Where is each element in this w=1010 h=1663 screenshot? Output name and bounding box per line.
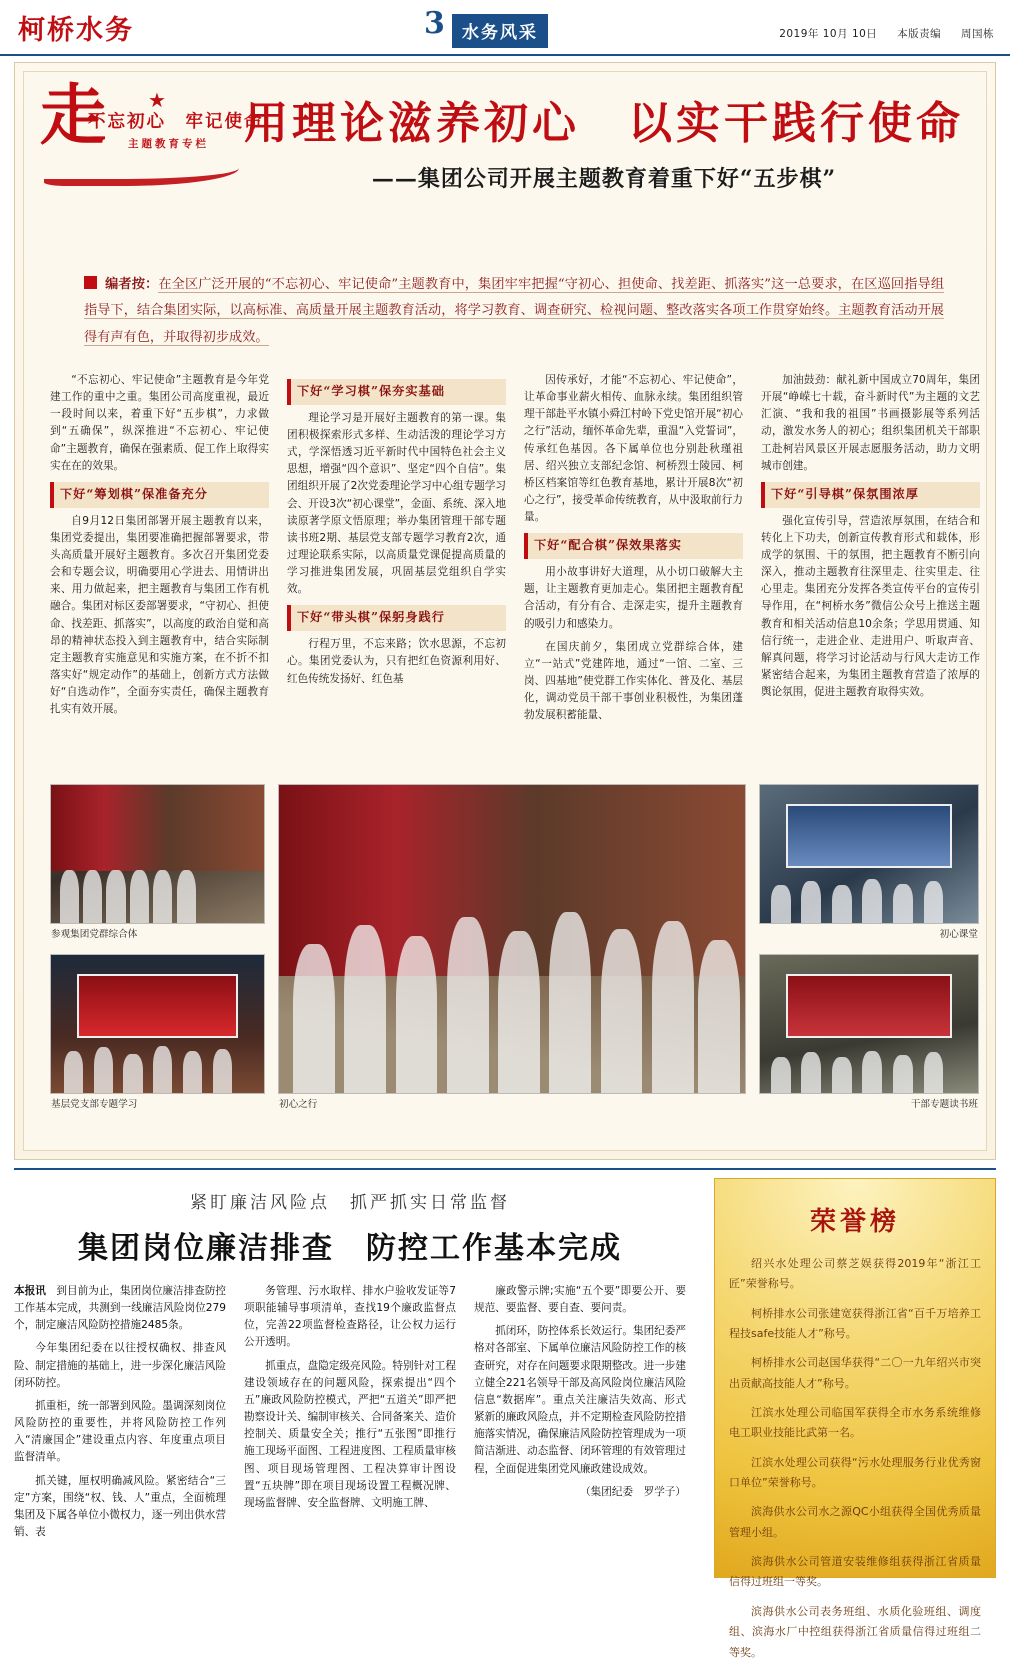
honor-roll-list <box>729 1254 981 1663</box>
photo-cadre-reading <box>759 954 979 1110</box>
photo-figures <box>51 1017 264 1093</box>
list-item: 江滨水处理公司获得“污水处理服务行业优秀窗口单位”荣誉称号。 <box>729 1455 981 1490</box>
feature-headline: 用理论滋养初心 以实干践行使命 <box>244 98 964 149</box>
paragraph: 加油鼓劲：献礼新中国成立70周年，集团开展“峥嵘七十载，奋斗新时代”为主题的文艺汇演、“我和我的祖国”书画摄影展等系列活动，激发水务人的初心；组织集团机关干部职工赴柯岩风景区开展志愿服务活动，助力文明城市创建。 <box>761 374 980 472</box>
list-item: 柯桥排水公司赵国华获得“二〇一九年绍兴市突出贡献高技能人才”称号。 <box>729 1356 981 1390</box>
square-bullet-icon <box>84 276 97 289</box>
subhead-coordination: 下好“配合棋”保效果落实 <box>524 533 743 559</box>
photo-gallery <box>50 784 980 1124</box>
editor-name: 周国栋 <box>961 28 994 40</box>
photo-initial-class <box>759 784 979 940</box>
paragraph-text: 到目前为止，集团岗位廉洁排查防控工作基本完成，共测到一线廉洁风险岗位279个，制定廉洁风险防控措施2485条。 <box>14 1285 227 1332</box>
secondary-column-2 <box>244 1283 456 1547</box>
feature-column-1 <box>50 372 269 772</box>
paragraph: 行程万里，不忘来路；饮水思源，不忘初心。集团党委认为，只有把红色资源利用好、红色传统发扬好、红色基 <box>287 638 506 685</box>
theme-emblem <box>40 76 264 192</box>
list-item: 滨海供水公司水之源QC小组获得全国优秀质量管理小组。 <box>729 1505 981 1539</box>
list-item: 绍兴水处理公司蔡芝娱获得2019年“浙江工匠”荣誉称号。 <box>729 1257 981 1291</box>
page-number: 3 <box>424 6 445 41</box>
emblem-swoosh-icon <box>44 156 239 186</box>
paragraph: 廉政警示牌;实施“五个要”即要公开、要规范、要监督、要自查、要问责。 <box>474 1285 686 1315</box>
photo-party-complex <box>50 784 265 940</box>
feature-column-3 <box>524 372 743 772</box>
photo-caption: 初心之行 <box>279 1099 318 1110</box>
section-tag: 水务风采 <box>452 14 548 48</box>
photo-initial-journey <box>278 784 746 1110</box>
secondary-kicker: 紧盯廉洁风险点 抓严抓实日常监督 <box>190 1193 510 1213</box>
list-item: 柯桥排水公司张建宽获得浙江省“百千万培养工程技safe技能人才”称号。 <box>729 1306 981 1341</box>
paragraph: 抓关键，厘权明确减风险。紧密结合“三定”方案，围绕“权、钱、人”重点，全面梳理集团及下属各单位小微权力，逐一列出供水营销、表 <box>14 1474 226 1539</box>
honor-roll-title: 荣誉榜 <box>809 1207 900 1237</box>
secondary-headline: 集团岗位廉洁排查 防控工作基本完成 <box>78 1231 622 1266</box>
paragraph: 自9月12日集团部署开展主题教育以来，集团党委提出，集团要准确把握部署要求，带头高质量开展好主题教育。多次召开集团党委会和专题会议，明确要用心学进去、用情讲出来、用力做起来，把主题教育与集团工作有机融合。集团对标区委部署要求，“守初心、担使命、找差距、抓落实”，以高度的政治自觉和高昂的精神状态投入到主题教育中，结合实际制定主题教育实施意见和实施方案，在不折不扣落实好“规定动作”的基础上，创新方式方法做好“自选动作”，全面夯实责任，确保主题教育扎实有效开展。 <box>50 514 269 716</box>
masthead <box>0 0 1010 56</box>
subhead-planning: 下好“筹划棋”保准备充分 <box>50 482 269 508</box>
paragraph: 务管理、污水取样、排水户验收发证等7项职能辅导事项清单，查找19个廉政监督点位，完善22项监督检查路径，让公权力运行公开透明。 <box>244 1285 456 1349</box>
subhead-guidance: 下好“引导棋”保氛围浓厚 <box>761 482 980 508</box>
editor-note <box>84 272 944 351</box>
secondary-article <box>14 1178 686 1590</box>
editor-label: 本版责编 <box>897 28 942 40</box>
paragraph: 强化宣传引导，营造浓厚氛围，在结合和转化上下功夫，创新宣传教育形式和载体，形成学的氛围、干的氛围，把主题教育不断引向深入，推动主题教育往深里走、往实里走、往心里走。集团充分发挥各类宣传平台的宣传引导作用，在“柯桥水务”微信公众号上推送主题教育和相关活动信息10余条；学思用贯通、知信行统一，走进企业、走进用户、听取声音、解真问题，将学习讨论活动与行风大走访工作紧密结合起来，为集团主题教育营造了浓厚的舆论氛围，促进主题教育取得实效。 <box>761 514 980 699</box>
feature-column-2 <box>287 372 506 772</box>
dateline-label: 本报讯 <box>14 1285 46 1297</box>
secondary-article-area <box>14 1178 996 1659</box>
paragraph: “不忘初心、牢记使命”主题教育是今年党建工作的重中之重。集团公司高度重视，最近一段时间以来，着重下好“五步棋”，力求做到“五确保”，纵深推进“不忘初心、牢记使命”主题教育，确保在强素质、促工作上取得实实在在的效果。 <box>50 374 269 472</box>
feature-subheadline: ——集团公司开展主题教育着重下好“五步棋” <box>371 166 837 192</box>
photo-figures <box>760 1017 978 1093</box>
photo-figures <box>279 902 745 1093</box>
brush-stroke-icon: 走 <box>40 76 106 154</box>
emblem-column-label: 主题教育专栏 <box>128 138 209 150</box>
honor-roll-box <box>714 1178 996 1659</box>
paragraph: 因传承好，才能“不忘初心、牢记使命”，让革命事业薪火相传、血脉永续。集团组织管理干部赴平水镇小舜江村岭下党史馆开展“初心之行”活动，缅怀革命先辈，重温“入党誓词”，传承红色基因。各下属单位也分别赴秋瑾祖居、绍兴独立支部纪念馆、柯桥烈士陵园、柯桥区档案馆等红色教育基地，累计开展8次“初心之行”，接受革命传统教育，从中汲取前行力量。 <box>524 374 743 524</box>
paragraph: 用小故事讲好大道理，从小切口破解大主题，让主题教育更加走心。集团把主题教育配合活动，有分有合、走深走实，提升主题教育的吸引力和感染力。 <box>524 566 743 630</box>
subhead-study: 下好“学习棋”保夯实基础 <box>287 379 506 405</box>
feature-body-columns <box>50 372 980 772</box>
photo-caption: 基层党支部专题学习 <box>51 1099 138 1110</box>
party-star-icon: ★ <box>148 88 166 112</box>
publication-logo: 柯桥水务 <box>18 15 134 46</box>
secondary-column-1 <box>14 1283 226 1547</box>
subhead-lead: 下好“带头棋”保躬身践行 <box>287 605 506 631</box>
editor-note-text: 在全区广泛开展的“不忘初心、牢记使命”主题教育中，集团牢牢把握“守初心、担使命、找差距、抓落实”这一总要求，在区巡回指导组指导下，结合集团实际，以高标准、高质量开展主题教育活动，将学习教育、调查研究、检视问题、整改落实各项工作贯穿始终。主题教育活动开展得有声有色，并取得初步成效。 <box>84 277 945 345</box>
list-item: 滨海供水公司管道安装维修组获得浙江省质量信得过班组一等奖。 <box>729 1555 981 1589</box>
secondary-column-3 <box>474 1283 686 1547</box>
masthead-meta <box>763 26 994 41</box>
photo-branch-study <box>50 954 265 1110</box>
issue-date: 2019年 10月 10日 <box>779 28 878 40</box>
photo-caption: 干部专题读书班 <box>910 1099 978 1110</box>
paragraph: 抓重柜，统一部署到风险。墨调深刻岗位风险防控的重要性，并将风险防控工作列入“清廉国企”建设重点内容、年度重点项目监督清单。 <box>14 1399 226 1464</box>
photo-figures <box>51 847 264 923</box>
secondary-body-columns <box>14 1283 686 1547</box>
paragraph: 抓重点，盘隐定级亮风险。特别针对工程建设领域存在的问题风险，探索提出“四个五”廉政风险防控模式，严把“五道关”即严把勘察设计关、编制审核关、合同备案关、造价控制关、质量安全关；推行“五张图”即推行施工现场平面图、工程进度图、工程质量审核图、项目现场管理图、工程决算审计图设置“五块牌”即在项目现场设置工程概况牌、现场监督牌、安全监督牌、文明施工牌、 <box>244 1359 456 1509</box>
feature-column-4 <box>761 372 980 772</box>
paragraph: 今年集团纪委在以往授权确权、排查风险、制定措施的基础上，进一步深化廉洁风险闭环防控。 <box>14 1342 226 1389</box>
paragraph: 抓闭环，防控体系长效运行。集团纪委严格对各部室、下属单位廉洁风险防控工作的核查研究，对存在问题要求限期整改。进一步建立健全221名领导干部及高风险岗位廉洁风险信息“数据库”。重点关注廉洁失效高、形式紧新的廉政风险点，并不定期检查风险防控措施落实情况，确保廉洁风险防控管理成为一项简洁渐进、动态监督、闭环管理的有效管理过程，全面促进集团党风廉政建设成效。 <box>474 1325 686 1475</box>
list-item: 滨海供水公司表务班组、水质化验班组、调度组、滨海水厂中控组获得浙江省质量信得过班组二等奖。 <box>729 1604 981 1659</box>
paragraph: 在国庆前夕，集团成立党群综合体，建立“一站式”党建阵地，通过“一馆、二室、三岗、四基地”使党群工作实体化、普及化、基层化，调动党员干部干事创业积极性，为集团蓬勃发展积蓄能量、 <box>524 640 743 722</box>
emblem-slogan: 不忘初心 牢记使命 <box>88 112 264 132</box>
paragraph <box>14 1283 226 1334</box>
byline: （集团纪委 罗学子） <box>580 1485 686 1498</box>
section-divider <box>14 1168 996 1170</box>
feature-article <box>14 62 996 1160</box>
paragraph: 理论学习是开展好主题教育的第一课。集团积极探索形式多样、生动活泼的理论学习方式，学深悟透习近平新时代中国特色社会主义思想，增强“四个意识”、坚定“四个自信”。集团组织开展了2次党委理论学习中心组专题学习会、开设3次“初心课堂”，金面、系统、深入地读原著学原文悟原理；举办集团管理干部专题读书班2期、基层党支部专题学习教育2次，通过理论联系实际，以高质量党课促提高质量的学习推进集团发展，巩固基层党组织自学实效。 <box>287 411 506 596</box>
list-item: 江滨水处理公司临国军获得全市水务系统维修电工职业技能比武第一名。 <box>729 1406 981 1440</box>
photo-caption: 参观集团党群综合体 <box>51 929 138 940</box>
photo-caption: 初心课堂 <box>939 929 978 940</box>
photo-figures <box>760 847 978 923</box>
editor-note-label: 编者按： <box>105 277 159 292</box>
